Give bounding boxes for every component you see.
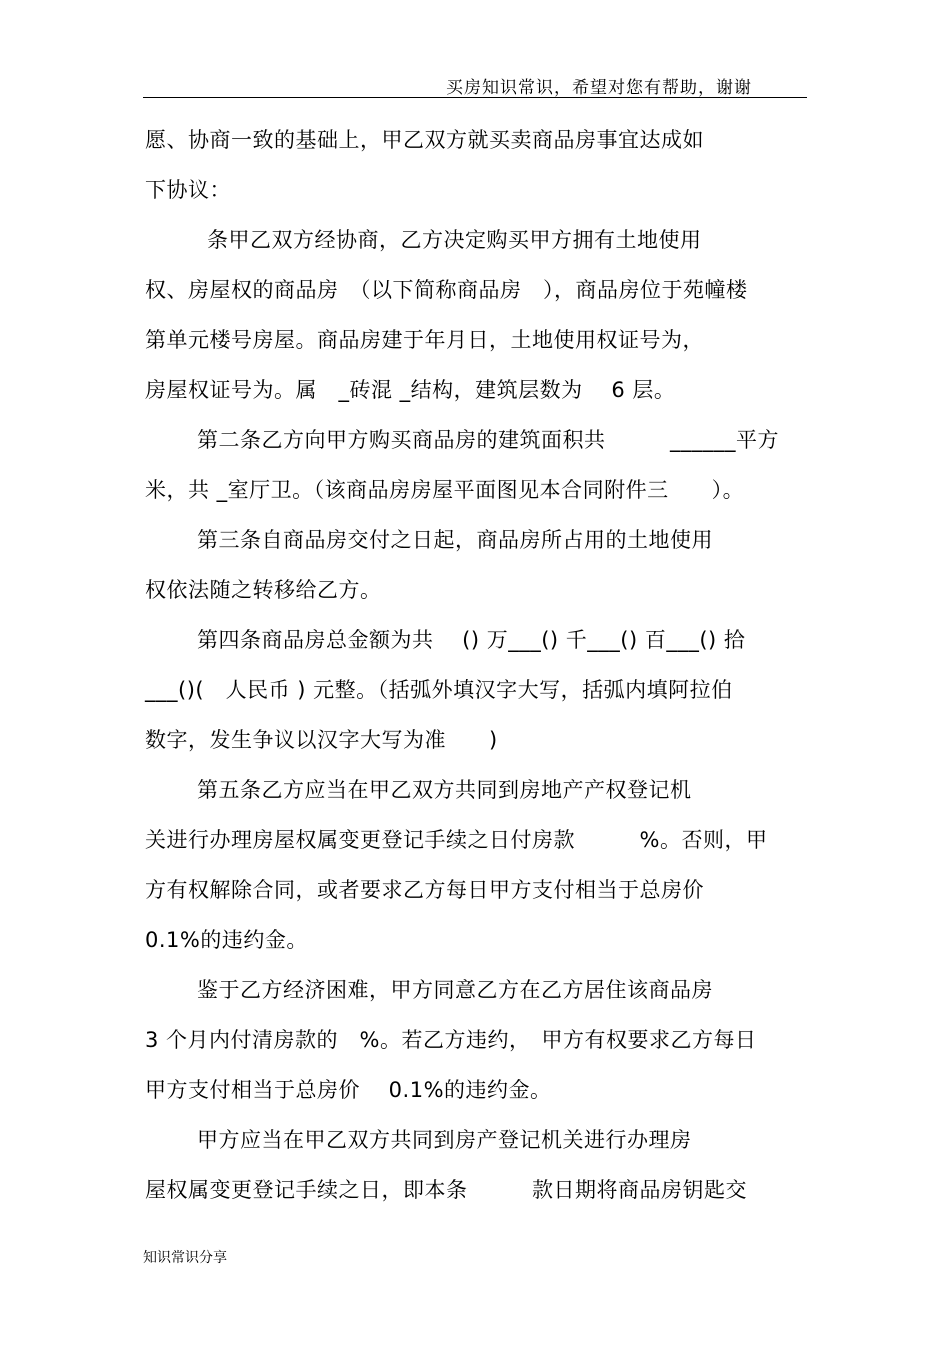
header-divider — [143, 97, 807, 98]
text-line: 数字，发生争议以汉字大写为准 ) — [145, 728, 498, 752]
text-line: 米，共 _室厅卫。（该商品房房屋平面图见本合同附件三 ）。 — [145, 478, 745, 502]
text-line: 甲方支付相当于总房价 0.1%的违约金。 — [145, 1078, 552, 1102]
text-line: 鉴于乙方经济困难，甲方同意乙方在乙方居住该商品房 — [197, 978, 713, 1002]
text-line: 屋权属变更登记手续之日，即本条 款日期将商品房钥匙交 — [145, 1178, 747, 1202]
text-line: 愿、协商一致的基础上，甲乙双方就买卖商品房事宜达成如 — [145, 128, 704, 152]
text-line: 第单元楼号房屋。商品房建于年月日，土地使用权证号为， — [145, 328, 704, 352]
text-line: 0.1%的违约金。 — [145, 928, 308, 952]
text-line: 关进行办理房屋权属变更登记手续之日付房款 %。否则，甲 — [145, 828, 768, 852]
text-line: 第三条自商品房交付之日起，商品房所占用的土地使用 — [197, 528, 713, 552]
page-header: 买房知识常识，希望对您有帮助，谢谢 — [446, 78, 752, 98]
contract-body — [145, 122, 815, 1222]
text-line: 第二条乙方向甲方购买商品房的建筑面积共 ______平方 — [197, 428, 779, 452]
page-footer: 知识常识分享 — [143, 1250, 227, 1266]
text-line: 方有权解除合同，或者要求乙方每日甲方支付相当于总房价 — [145, 878, 704, 902]
text-line: ___()( 人民币 ) 元整。（括弧外填汉字大写，括弧内填阿拉伯 — [145, 678, 733, 702]
text-line: 3 个月内付清房款的 %。若乙方违约， 甲方有权要求乙方每日 — [145, 1028, 757, 1052]
text-line: 第四条商品房总金额为共 () 万___() 千___() 百___() 拾 — [197, 628, 746, 652]
text-line: 权依法随之转移给乙方。 — [145, 578, 382, 602]
text-line: 房屋权证号为。属 _砖混 _结构，建筑层数为 6 层。 — [145, 378, 676, 402]
text-line: 第五条乙方应当在甲乙双方共同到房地产产权登记机 — [197, 778, 692, 802]
text-line: 权、房屋权的商品房 （以下简称商品房 ），商品房位于苑幢楼 — [145, 278, 748, 302]
text-line: 甲方应当在甲乙双方共同到房产登记机关进行办理房 — [197, 1128, 692, 1152]
text-line: 条甲乙双方经协商，乙方决定购买甲方拥有土地使用 — [207, 228, 702, 252]
text-line: 下协议： — [145, 178, 231, 202]
